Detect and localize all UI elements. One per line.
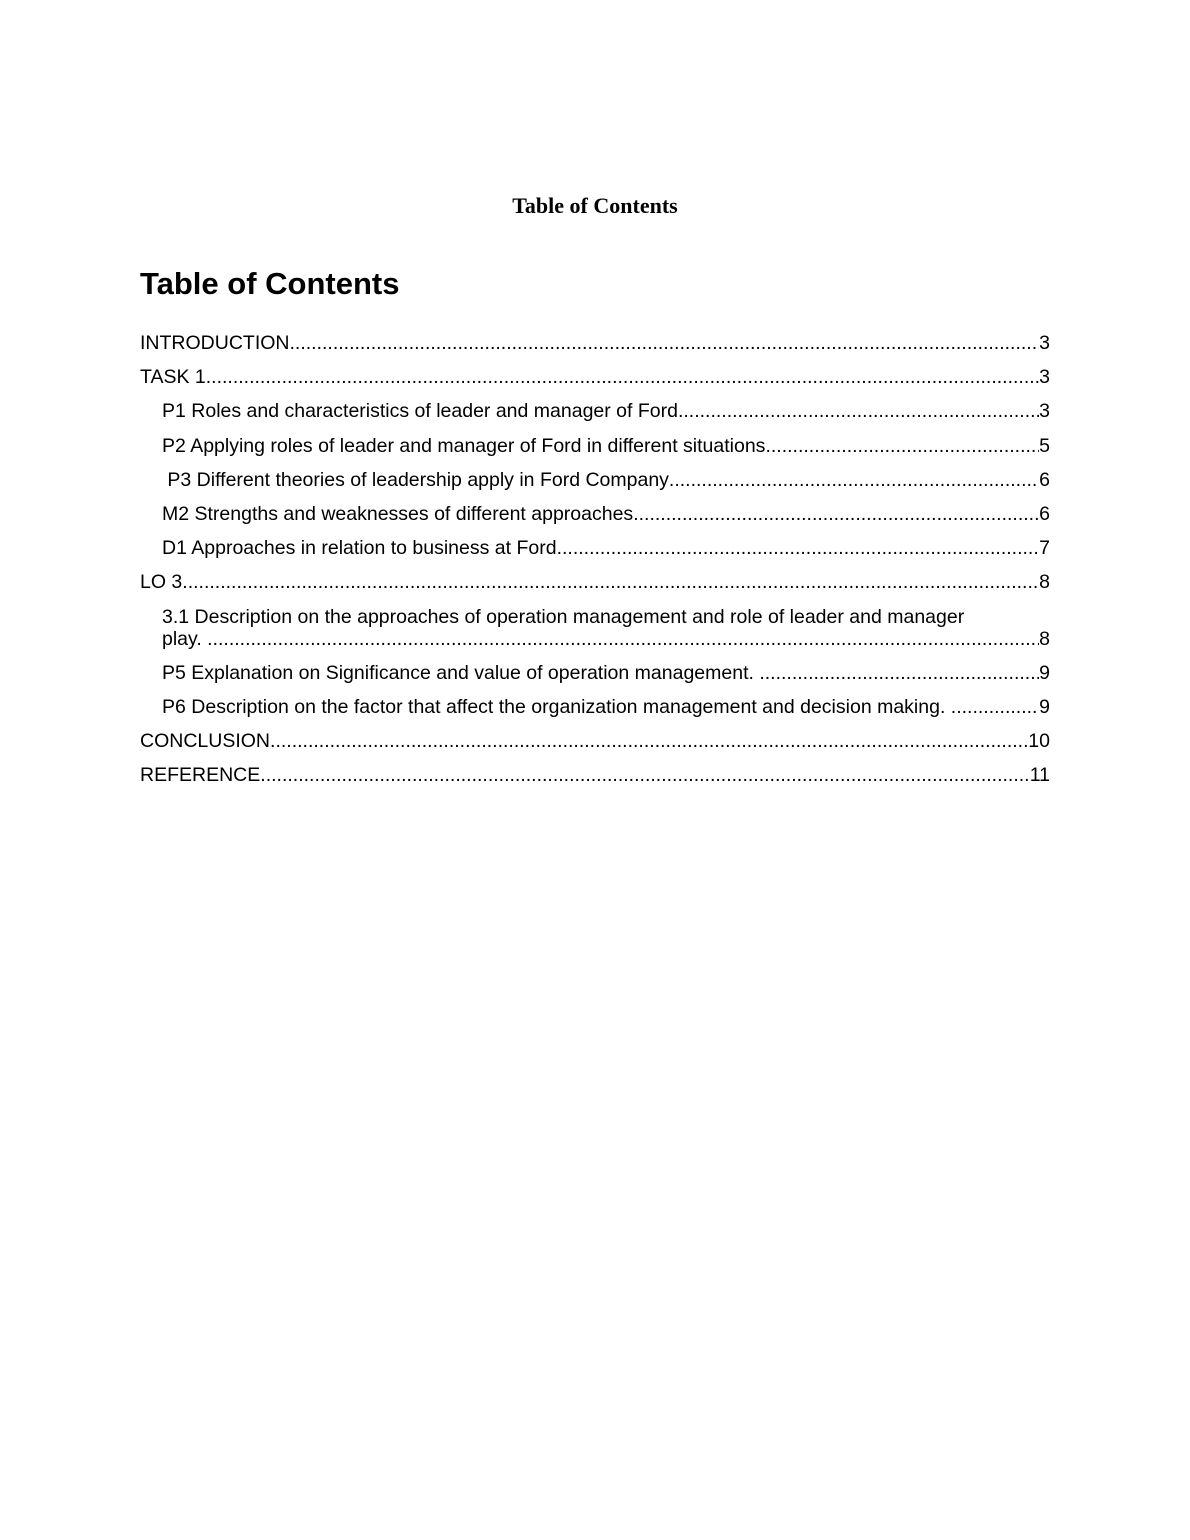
toc-entry-conclusion[interactable] [140, 730, 1050, 752]
toc-entry-page: 5 [1039, 434, 1050, 457]
toc-entry-d1[interactable] [140, 537, 1050, 559]
toc-entry-page: 9 [1039, 695, 1050, 718]
toc-entry-text: TASK 1 [140, 366, 206, 389]
toc-entry-page: 8 [1039, 627, 1050, 650]
toc-entry-text: P3 Different theories of leadership apply in Ford Company [162, 468, 669, 491]
toc-entry-m2[interactable] [140, 503, 1050, 525]
toc-entry-p1[interactable] [140, 400, 1050, 422]
toc-entry-page: 6 [1039, 468, 1050, 491]
dot-leader [759, 662, 1039, 684]
toc-entry-page: 9 [1039, 661, 1050, 684]
toc-entry-text: D1 Approaches in relation to business at Ford [162, 537, 557, 560]
dot-leader [633, 503, 1039, 525]
dot-leader [207, 628, 1039, 650]
toc-entry-3-1[interactable] [140, 606, 1050, 650]
toc-entry-p5[interactable] [140, 662, 1050, 684]
toc-entry-page: 3 [1039, 332, 1050, 354]
toc-entry-reference[interactable] [140, 764, 1050, 786]
dot-leader [557, 537, 1040, 559]
dot-leader [765, 435, 1039, 457]
toc-entry-page: 3 [1039, 400, 1050, 423]
toc-entry-p3[interactable] [140, 469, 1050, 491]
toc-entry-text: M2 Strengths and weaknesses of different approaches [162, 502, 634, 525]
dot-leader [669, 469, 1039, 491]
dot-leader [270, 730, 1028, 752]
toc-entry-text: P5 Explanation on Significance and value of operation management. [162, 661, 760, 684]
toc-entry-text-line-1: 3.1 Description on the approaches of operation management and role of leader and manager [162, 605, 965, 628]
toc-entry-page: 11 [1029, 764, 1050, 787]
toc-entry-introduction[interactable] [140, 332, 1050, 354]
toc-entry-text: LO 3 [140, 571, 183, 594]
dot-leader [951, 696, 1039, 718]
dot-leader [182, 571, 1039, 593]
dot-leader [678, 400, 1039, 422]
toc-heading: Table of Contents [140, 266, 400, 301]
toc-entry-text: INTRODUCTION [140, 332, 290, 354]
toc-entry-page: 8 [1039, 571, 1050, 594]
toc-entry-lo-3[interactable] [140, 571, 1050, 593]
dot-leader [260, 764, 1029, 786]
toc-entry-text: CONCLUSION [140, 730, 271, 753]
toc-entry-p2[interactable] [140, 435, 1050, 457]
toc-entry-page: 7 [1039, 537, 1050, 560]
toc-entry-p6[interactable] [140, 696, 1050, 718]
toc-entry-text: P2 Applying roles of leader and manager of Ford in different situations [162, 434, 766, 457]
toc-entry-text: P6 Description on the factor that affect the organization management and decision making. [162, 695, 951, 718]
toc-entry-text: REFERENCE [140, 764, 261, 787]
dot-leader [290, 332, 1040, 354]
toc-entry-page: 6 [1039, 502, 1050, 525]
page-title: Table of Contents [512, 193, 678, 218]
dot-leader [206, 366, 1039, 388]
toc-entry-task-1[interactable] [140, 366, 1050, 388]
toc-entry-text-line-2: play. [162, 627, 208, 650]
toc-entry-text: P1 Roles and characteristics of leader and manager of Ford [162, 400, 678, 423]
toc-entry-page: 3 [1039, 366, 1050, 389]
toc-entry-page: 10 [1028, 730, 1050, 753]
table-of-contents [140, 332, 1050, 798]
